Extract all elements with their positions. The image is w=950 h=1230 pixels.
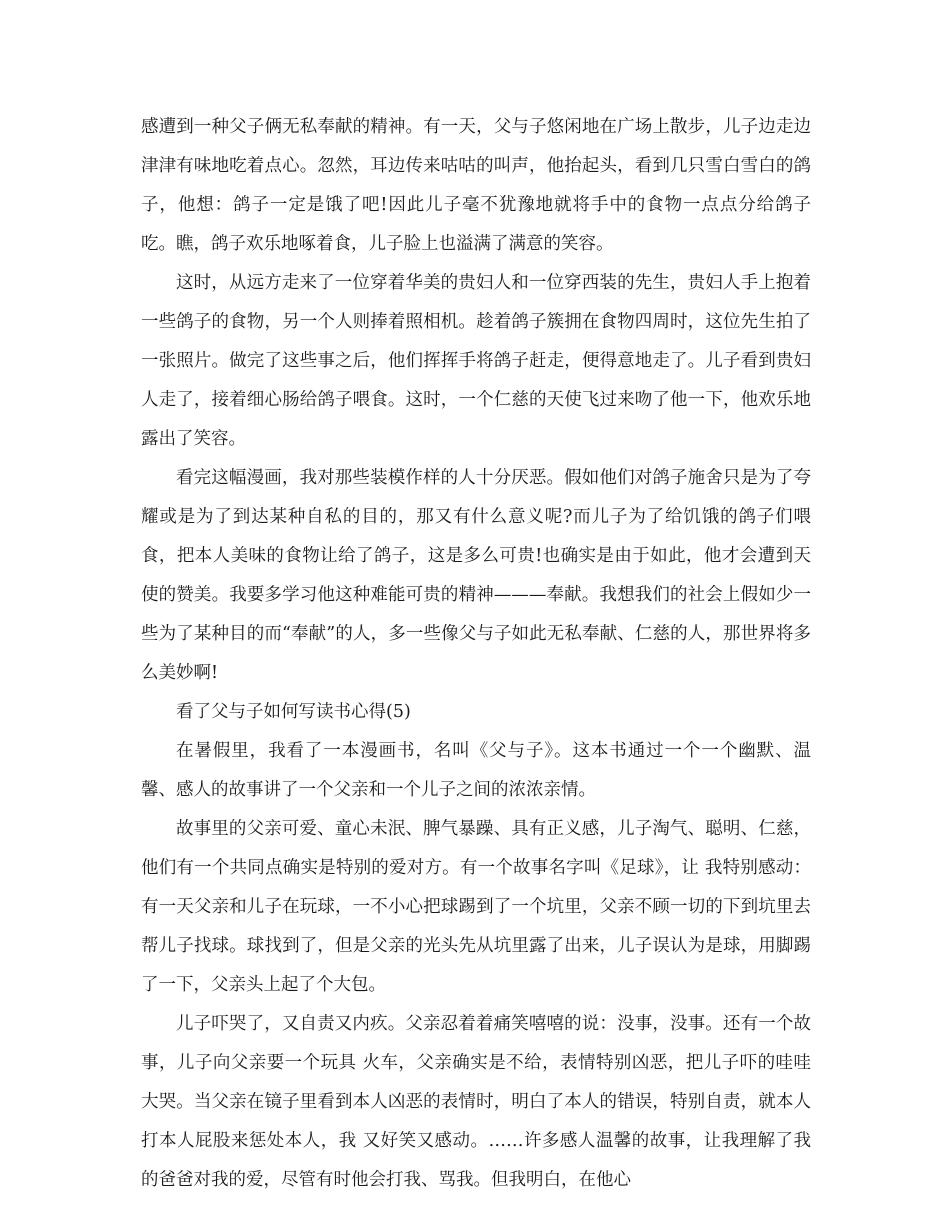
paragraph-3: 看完这幅漫画，我对那些装模作样的人十分厌恶。假如他们对鸽子施舍只是为了夸耀或是为了到达某种自私的目的，那又有什么意义呢?而儿子为了给饥饿的鸽子们喂食，把本人美味的食物让给了鸽子，这是多么可贵!也确实是由于如此，他才会遭到天使的赞美。我要多学习他这种难能可贵的精神———奉献。我想我们的社会上假如少一些为了某种目的而“奉献”的人，多一些像父与子如此无私奉献、仁慈的人，那世界将多么美妙啊! — [141, 468, 811, 683]
paragraph-5: 故事里的父亲可爱、童心未泯、脾气暴躁、具有正义感，儿子淘气、聪明、仁慈，他们有一个共同点确实是特别的爱对方。有一个故事名字叫《足球》，让 我特别感动：有一天父亲和儿子在玩球，一不小心把球踢到了一个坑里，父亲不顾一切的下到坑里去帮儿子找球。球找到了，但是父亲的光头先从坑里露了出来，儿子误认为是球，用脚踢了一下，父亲头上起了个大包。 — [141, 819, 811, 995]
paragraph-1: 感遭到一种父子俩无私奉献的精神。有一天，父与子悠闲地在广场上散步，儿子边走边津津有味地吃着点心。忽然，耳边传来咕咕的叫声，他抬起头，看到几只雪白雪白的鸽子，他想：鸽子一定是饿了吧!因此儿子毫不犹豫地就将手中的食物一点点分给鸽子吃。瞧，鸽子欢乐地啄着食，儿子脸上也溢满了满意的笑容。 — [141, 117, 811, 254]
paragraph-4: 在暑假里，我看了一本漫画书，名叫《父与子》。这本书通过一个一个幽默、温馨、感人的故事讲了一个父亲和一个儿子之间的浓浓亲情。 — [141, 741, 811, 800]
document-body — [141, 108, 811, 1200]
paragraph-6: 儿子吓哭了，又自责又内疚。父亲忍着着痛笑嘻嘻的说：没事，没事。还有一个故事，儿子向父亲要一个玩具 火车，父亲确实是不给，表情特别凶恶，把儿子吓的哇哇大哭。当父亲在镜子里看到本人凶恶的表情时，明白了本人的错误，特别自责，就本人打本人屁股来惩处本人，我 又好笑又感动。……许多感人温馨的故事，让我理解了我的爸爸对我的爱，尽管有时他会打我、骂我。但我明白，在他心 — [141, 1014, 811, 1190]
paragraph-2: 这时，从远方走来了一位穿着华美的贵妇人和一位穿西装的先生，贵妇人手上抱着一些鸽子的食物，另一个人则捧着照相机。趁着鸽子簇拥在食物四周时，这位先生拍了一张照片。做完了这些事之后，他们挥挥手将鸽子赶走，便得意地走了。儿子看到贵妇人走了，接着细心肠给鸽子喂食。这时，一个仁慈的天使飞过来吻了他一下，他欢乐地露出了笑容。 — [141, 273, 811, 449]
section-heading: 看了父与子如何写读书心得(5) — [176, 702, 411, 722]
